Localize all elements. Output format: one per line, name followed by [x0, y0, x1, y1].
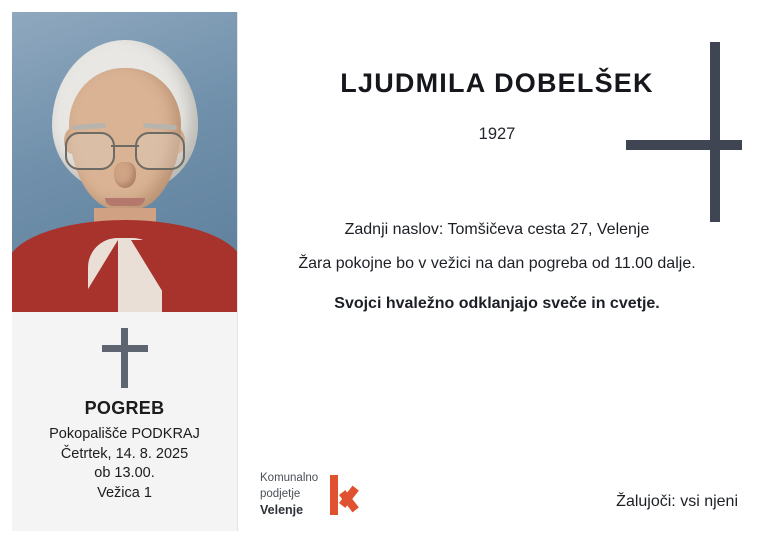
company-name-line3: Velenje [260, 503, 304, 518]
right-panel [238, 12, 756, 531]
funeral-date: Četrtek, 14. 8. 2025 [60, 445, 189, 462]
mourners-text: Žalujoči: vsi njeni [616, 493, 738, 510]
portrait-lens-left [65, 132, 115, 170]
portrait-glasses-bridge [111, 145, 139, 147]
portrait-collar-right [131, 240, 175, 312]
company-name-line1: Komunalno [260, 472, 319, 485]
funeral-cemetery: Pokopališče PODKRAJ [49, 426, 200, 442]
large-cross-icon [626, 42, 742, 222]
funeral-details [12, 312, 237, 531]
large-cross-vertical [710, 42, 720, 222]
notice-details [238, 218, 756, 316]
portrait-mouth [105, 198, 145, 206]
family-notice: Svojci hvaležno odklanjajo sveče in cvetje. [334, 295, 660, 312]
cross-icon-vertical [121, 328, 128, 388]
company-name-line2: podjetje [260, 487, 301, 500]
left-panel [12, 12, 238, 531]
deceased-name: LJUDMILA DOBELŠEK [340, 68, 654, 98]
footer [238, 471, 756, 519]
portrait-lens-right [135, 132, 185, 170]
funeral-title: POGREB [84, 398, 165, 418]
logo-k-icon [328, 475, 362, 515]
urn-notice: Žara pokojne bo v vežici na dan pogreba od 11.00 dalje. [298, 255, 696, 272]
portrait-collar-left [74, 240, 118, 312]
company-logo-text [260, 471, 318, 519]
cross-icon [98, 328, 152, 388]
portrait-nose [114, 162, 136, 188]
deceased-year: 1927 [478, 125, 516, 143]
funeral-time: ob 13.00. [94, 465, 155, 482]
last-address: Zadnji naslov: Tomšičeva cesta 27, Velenje [344, 221, 650, 238]
large-cross-horizontal [626, 140, 742, 150]
funeral-chapel: Vežica 1 [97, 484, 152, 501]
logo-k-stem [330, 475, 338, 515]
company-logo [260, 471, 362, 519]
cross-icon-horizontal [102, 345, 148, 352]
portrait-photo [12, 12, 237, 312]
